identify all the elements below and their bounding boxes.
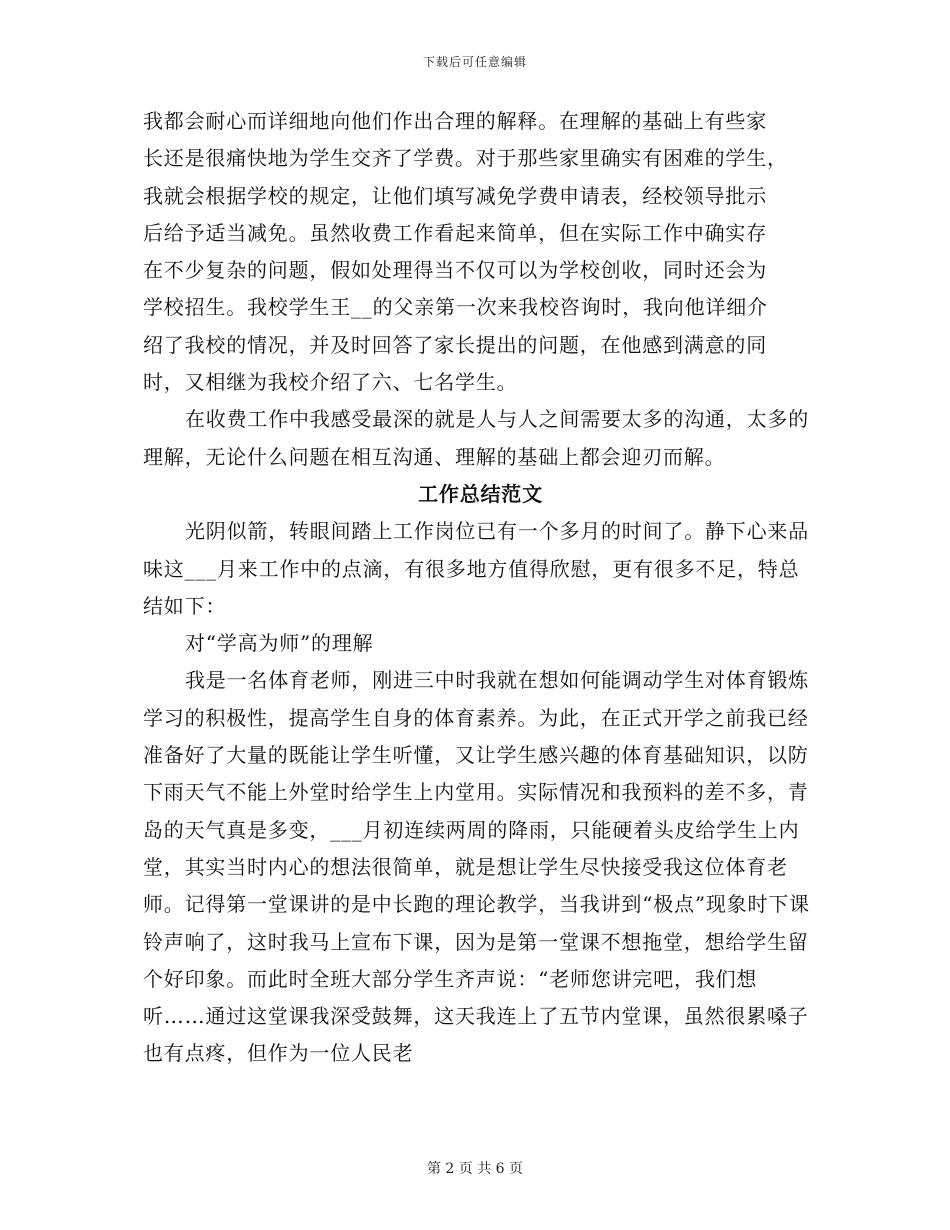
paragraph: 我是一名体育老师，刚进三中时我就在想如何能调动学生对体育锻炼学习的积极性，提高学生自身的体育素养。为此，在正式开学之前我已经准备好了大量的既能让学生听懂，又让学生感兴趣的体育基础知识，以防下雨天气不能上外堂时给学生上内堂用。实际情况和我预料的差不多，青岛的天气真是多变，___月初连续两周的降雨，只能硬着头皮给学生上内堂，其实当时内心的想法很简单，就是想让学生尽快接受我这位体育老师。记得第一堂课讲的是中长跑的理论教学，当我讲到“极点”现象时下课铃声响了，这时我马上宣布下课，因为是第一堂课不想拖堂，想给学生留个好印象。而此时全班大部分学生齐声说：“老师您讲完吧，我们想听……通过这堂课我深受鼓舞，这天我连上了五节内堂课，虽然很累嗓子也有点疼，但作为一位人民老 <box>143 668 810 1066</box>
text-line: 绍了我校的情况，并及时回答了家长提出的问题，在他感到满意的同 <box>143 332 767 357</box>
subheading: 对“学高为师”的理解 <box>185 631 374 656</box>
paragraph: 光阴似箭，转眼间踏上工作岗位已有一个多月的时间了。静下心来品味这___月来工作中的点滴，有很多地方值得欣慰，更有很多不足，特总结如下： <box>143 519 809 618</box>
page-header: 下载后可任意编辑 <box>422 55 527 69</box>
text-line: 学校招生。我校学生王__的父亲第一次来我校咨询时，我向他详细介 <box>143 295 768 320</box>
section-title: 工作总结范文 <box>418 481 543 506</box>
text-line: 在不少复杂的问题，假如处理得当不仅可以为学校创收，同时还会为 <box>143 258 767 283</box>
text-line: 后给予适当减免。虽然收费工作看起来简单，但在实际工作中确实存 <box>143 220 767 245</box>
text-line: 我都会耐心而详细地向他们作出合理的解释。在理解的基础上有些家 <box>143 109 767 133</box>
document-body <box>143 103 818 1073</box>
text-line: 长还是很痛快地为学生交齐了学费。对于那些家里确实有困难的学生， <box>143 146 788 171</box>
paragraph-continued <box>143 103 818 401</box>
text-line: 我就会根据学校的规定，让他们填写减免学费申请表，经校领导批示 <box>143 183 767 208</box>
text-line: 时，又相继为我校介绍了六、七名学生。 <box>143 370 518 395</box>
page-number: 第 2 页 共 6 页 <box>426 1161 524 1177</box>
paragraph: 在收费工作中我感受最深的就是人与人之间需要太多的沟通，太多的理解，无论什么问题在相互沟通、理解的基础上都会迎刃而解。 <box>143 407 809 469</box>
